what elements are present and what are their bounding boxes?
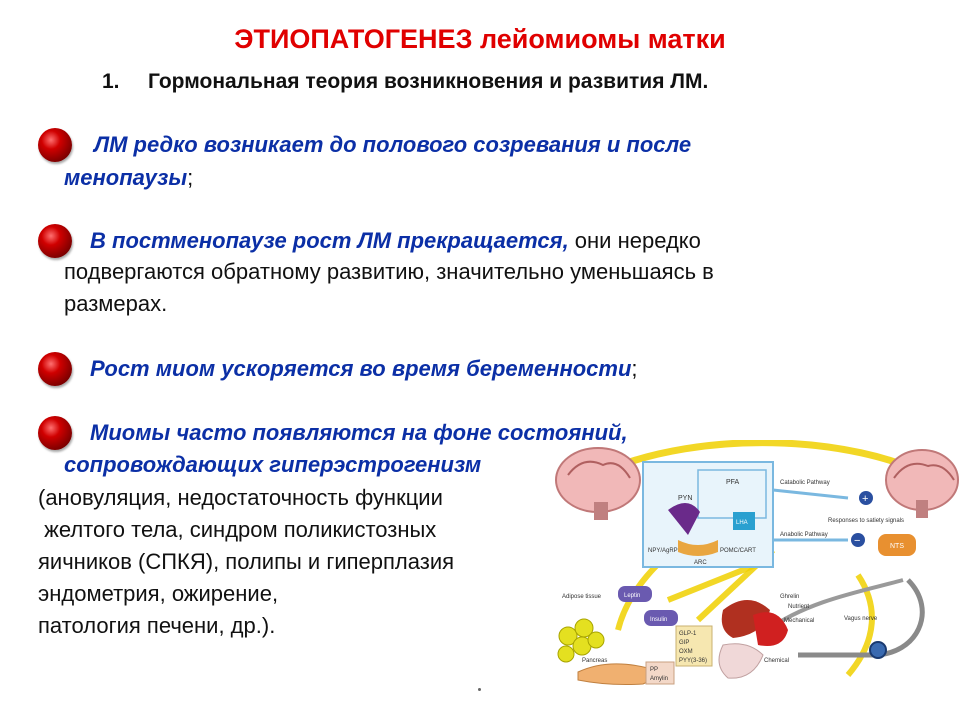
gip-label: GIP <box>679 640 690 646</box>
list-line-4: эндометрия, ожирение, <box>38 581 279 606</box>
bullet-icon <box>38 224 72 258</box>
bullet-4-emphasis: Миомы часто появляются на фоне состояний, <box>90 420 628 445</box>
lha-label: LHA <box>736 520 748 526</box>
pp-label: PP <box>650 667 659 673</box>
bullet-1-line2 <box>64 162 193 194</box>
bullet-icon <box>38 128 72 162</box>
ghrelin-label: Ghrelin <box>780 594 800 600</box>
arc-label: ARC <box>694 560 707 566</box>
chemical-label: Chemical <box>764 658 790 664</box>
bullet-3-line1 <box>90 353 638 385</box>
pfa-label: PFA <box>726 479 740 486</box>
bullet-2-plain: они нередко <box>568 228 701 253</box>
subtitle-number: 1. <box>102 70 120 93</box>
ganglion-icon <box>870 642 886 658</box>
pancreas-icon <box>578 664 652 685</box>
list-line-3: яичников (СПКЯ), полипы и гиперплазия <box>38 549 455 574</box>
stomach-icon <box>753 612 788 646</box>
bullet-4-line1 <box>90 417 628 449</box>
bullet-3-plain: ; <box>631 356 638 381</box>
slide-title: ЭТИОПАТОГЕНЕЗ лейомиомы матки <box>234 24 726 54</box>
minus-label: − <box>854 535 861 547</box>
pyn-label: PYN <box>678 495 693 502</box>
pomc-label: POMC/CART <box>720 548 756 554</box>
bullet-1-line1 <box>94 129 691 161</box>
nutrient-label: Nutrient <box>788 604 810 610</box>
bullet-2-line2: подвергаются обратному развитию, значительно уменьшаясь в <box>64 259 714 284</box>
bullet-2-line1 <box>90 225 701 257</box>
vagus-label: Vagus nerve <box>844 616 878 622</box>
bullet-2-emphasis: В постменопаузе рост ЛМ прекращается, <box>90 228 569 253</box>
brainstem <box>916 500 928 518</box>
bullet-4-line2-emphasis: сопровождающих гиперэстрогенизм <box>64 452 482 477</box>
leptin-label: Leptin <box>624 593 641 599</box>
bullet-icon <box>38 416 72 450</box>
subtitle-text: Гормональная теория возникновения и развития ЛМ. <box>148 70 709 93</box>
npy-label: NPY/AgRP <box>648 548 678 554</box>
list-line-2: желтого тела, синдром поликистозных <box>38 517 437 542</box>
bullet-1-line2-emphasis: менопаузы <box>64 165 188 190</box>
responses-label: Responses to satiety signals <box>828 518 905 524</box>
plus-label: + <box>862 493 869 505</box>
brainstem <box>594 502 608 520</box>
anabolic-label: Anabolic Pathway <box>780 532 828 538</box>
pyy-label: PYY(3-36) <box>679 658 708 664</box>
slide-subtitle <box>102 70 708 94</box>
bullet-4-line2 <box>64 449 550 481</box>
list-line-5: патология печени, др.). <box>38 613 276 638</box>
bullet-icon <box>38 352 72 386</box>
mechanical-label: Mechanical <box>784 618 815 624</box>
appetite-regulation-diagram <box>548 440 960 692</box>
slide-dot <box>478 688 481 691</box>
bullet-2-line3: размерах. <box>64 291 168 316</box>
amylin-label: Amylin <box>650 676 669 682</box>
bullet-1-line2-plain: ; <box>187 165 194 190</box>
nts-label: NTS <box>890 543 904 550</box>
bullet-3-emphasis: Рост миом ускоряется во время беременности <box>90 356 632 381</box>
insulin-label: Insulin <box>650 617 668 623</box>
glp1-label: GLP-1 <box>679 631 697 637</box>
adipose-label: Adipose tissue <box>562 594 602 600</box>
bullet-1-emphasis: ЛМ редко возникает до полового созревания и после <box>94 132 692 157</box>
catabolic-label: Catabolic Pathway <box>780 480 830 486</box>
pancreas-label: Pancreas <box>582 658 608 664</box>
pathway-arrow <box>773 490 848 498</box>
oxm-label: OXM <box>679 649 693 655</box>
intestine-icon <box>719 644 763 678</box>
list-line-1: (ановуляция, недостаточность функции <box>38 485 443 510</box>
adipose-cells-icon <box>558 619 604 662</box>
